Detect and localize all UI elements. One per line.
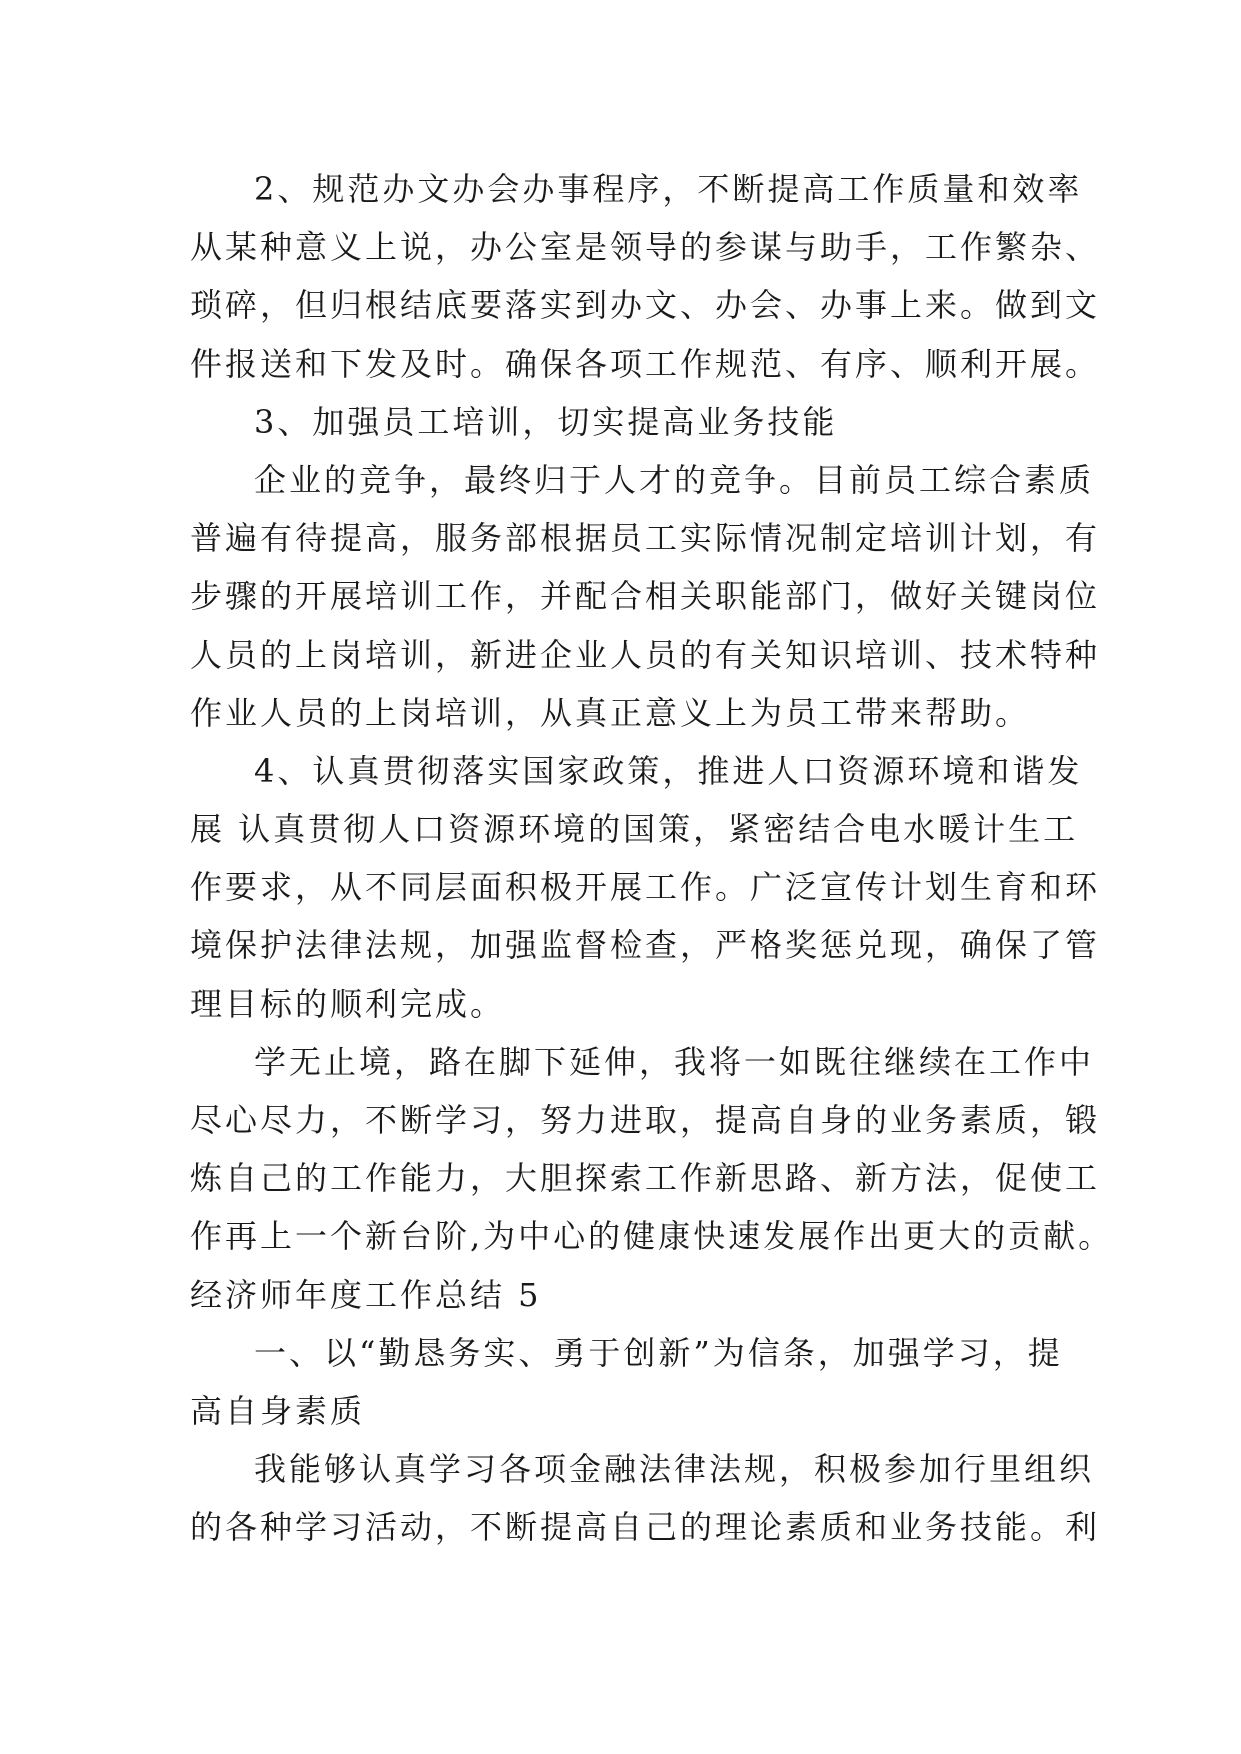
text-line: 步骤的开展培训工作，并配合相关职能部门，做好关键岗位	[190, 577, 1101, 616]
text-line: 炼自己的工作能力，大胆探索工作新思路、新方法，促使工	[190, 1159, 1101, 1198]
text-line: 3、加强员工培训，切实提高业务技能	[254, 402, 838, 441]
section-heading: 经济师年度工作总结 5	[190, 1275, 542, 1314]
text-line: 人员的上岗培训，新进企业人员的有关知识培训、技术特种	[190, 635, 1101, 674]
text-line: 企业的竞争，最终归于人才的竞争。目前员工综合素质	[254, 460, 1095, 499]
text-line: 2、规范办文办会办事程序，不断提高工作质量和效率	[254, 170, 1083, 208]
text-line: 的各种学习活动，不断提高自己的理论素质和业务技能。利	[190, 1508, 1101, 1547]
text-line: 展 认真贯彻人口资源环境的国策，紧密结合电水暖计生工	[190, 810, 1079, 849]
text-line: 一、以“勤恳务实、勇于创新”为信条，加强学习，提	[254, 1333, 1063, 1372]
text-line: 境保护法律法规，加强监督检查，严格奖惩兑现，确保了管	[190, 926, 1101, 965]
text-line: 作要求，从不同层面积极开展工作。广泛宣传计划生育和环	[190, 868, 1101, 907]
text-line: 尽心尽力，不断学习，努力进取，提高自身的业务素质，锻	[190, 1101, 1101, 1139]
text-line: 作业人员的上岗培训，从真正意义上为员工带来帮助。	[190, 693, 1031, 732]
text-line: 从某种意义上说，办公室是领导的参谋与助手，工作繁杂、	[190, 228, 1101, 267]
body-text	[190, 160, 1114, 1557]
text-line: 理目标的顺利完成。	[190, 984, 506, 1023]
text-line: 4、认真贯彻落实国家政策，推进人口资源环境和谐发	[254, 751, 1083, 790]
text-line: 作再上一个新台阶,为中心的健康快速发展作出更大的贡献。	[190, 1217, 1114, 1256]
text-line: 我能够认真学习各项金融法律法规，积极参加行里组织	[254, 1450, 1095, 1489]
text-line: 琐碎，但归根结底要落实到办文、办会、办事上来。做到文	[190, 286, 1101, 325]
text-line: 普遍有待提高，服务部根据员工实际情况制定培训计划，有	[190, 519, 1101, 558]
text-line: 高自身素质	[190, 1391, 366, 1430]
text-line: 学无止境，路在脚下延伸，我将一如既往继续在工作中	[254, 1042, 1095, 1081]
text-line: 件报送和下发及时。确保各项工作规范、有序、顺利开展。	[190, 344, 1101, 383]
